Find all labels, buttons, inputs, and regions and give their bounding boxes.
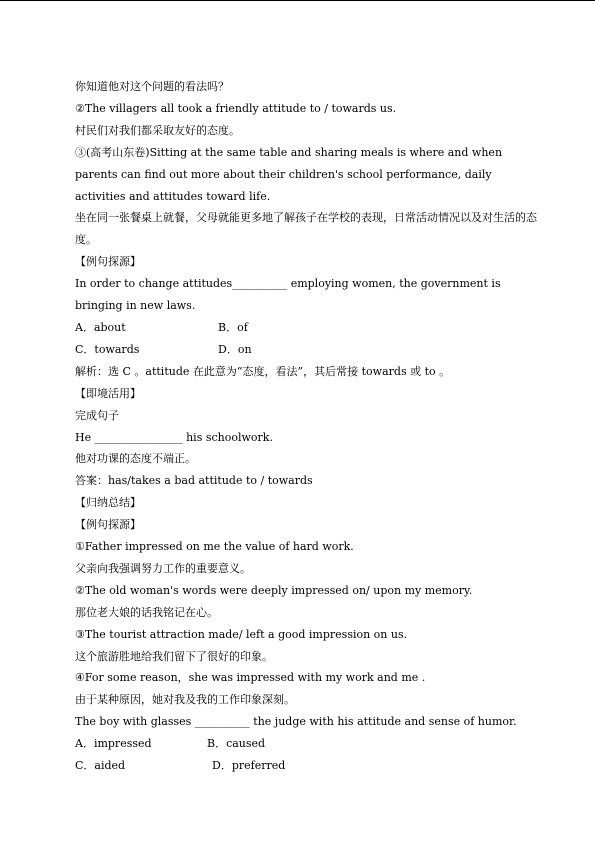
option-d: D．preferred — [212, 759, 286, 773]
question-text: The boy with glasses __________ the judge with his attitude and sense of humor. — [75, 715, 517, 729]
options-row — [75, 755, 545, 777]
example-line: ①Father impressed on me the value of hard work. — [75, 540, 354, 554]
example-line: 由于某种原因，她对我及我的工作印象深刻。 — [75, 693, 295, 707]
option-d: D．on — [218, 342, 252, 356]
instruction-label: 完成句子 — [75, 408, 119, 422]
analysis-text: 解析：选 C 。attitude 在此意为“态度，看法”，其后常接 towards 或 to 。 — [75, 364, 451, 378]
option-a: A．about — [75, 320, 126, 334]
option-a: A．impressed — [75, 737, 152, 751]
text-line: 你知道他对这个问题的看法吗？ — [75, 80, 229, 93]
option-b: B．caused — [207, 737, 266, 751]
options-row — [75, 339, 545, 361]
text-line: 村民们对我们都采取友好的态度。 — [75, 123, 240, 137]
example-translation: 坐在同一张餐桌上就餐，父母就能更多地了解孩子在学校的表现，日常活动情况以及对生活的态度。 — [75, 211, 537, 247]
option-c: C．towards — [75, 342, 140, 356]
options-row — [75, 733, 545, 755]
top-border-line — [0, 0, 595, 1]
example-line: 这个旅游胜地给我们留下了很好的印象。 — [75, 649, 273, 663]
option-b: B．of — [218, 320, 248, 334]
example-line: ③The tourist attraction made/ left a good impression on us. — [75, 627, 408, 641]
section-heading: 【例句探源】 — [75, 255, 141, 269]
option-c: C．aided — [75, 759, 126, 773]
example-line: 父亲向我强调努力工作的重要意义。 — [75, 561, 251, 575]
section-heading: 【归纳总结】 — [75, 496, 141, 510]
question-text: In order to change attitudes__________ employing women, the government is bringing in new laws. — [75, 277, 501, 313]
example-line: 那位老大娘的话我铭记在心。 — [75, 605, 218, 619]
answer-text: 答案：has/takes a bad attitude to / towards — [75, 474, 313, 488]
example-line: ④For some reason，she was impressed with my work and me . — [75, 671, 426, 685]
section-heading: 【即境活用】 — [75, 386, 141, 400]
options-row — [75, 317, 545, 339]
fill-in-translation: 他对功课的态度不端正。 — [75, 452, 196, 466]
fill-in-sentence: He ________________ his schoolwork. — [75, 430, 273, 444]
example-paragraph: ③(高考山东卷)Sitting at the same table and sharing meals is where and when parents can find out more about their children's school performance, daily activities and attitudes toward life. — [75, 145, 503, 203]
section-heading: 【例句探源】 — [75, 518, 141, 532]
document-body — [75, 76, 545, 777]
text-line: ②The villagers all took a friendly attitude to / towards us. — [75, 101, 397, 115]
example-line: ②The old woman's words were deeply impressed on/ upon my memory. — [75, 583, 473, 597]
